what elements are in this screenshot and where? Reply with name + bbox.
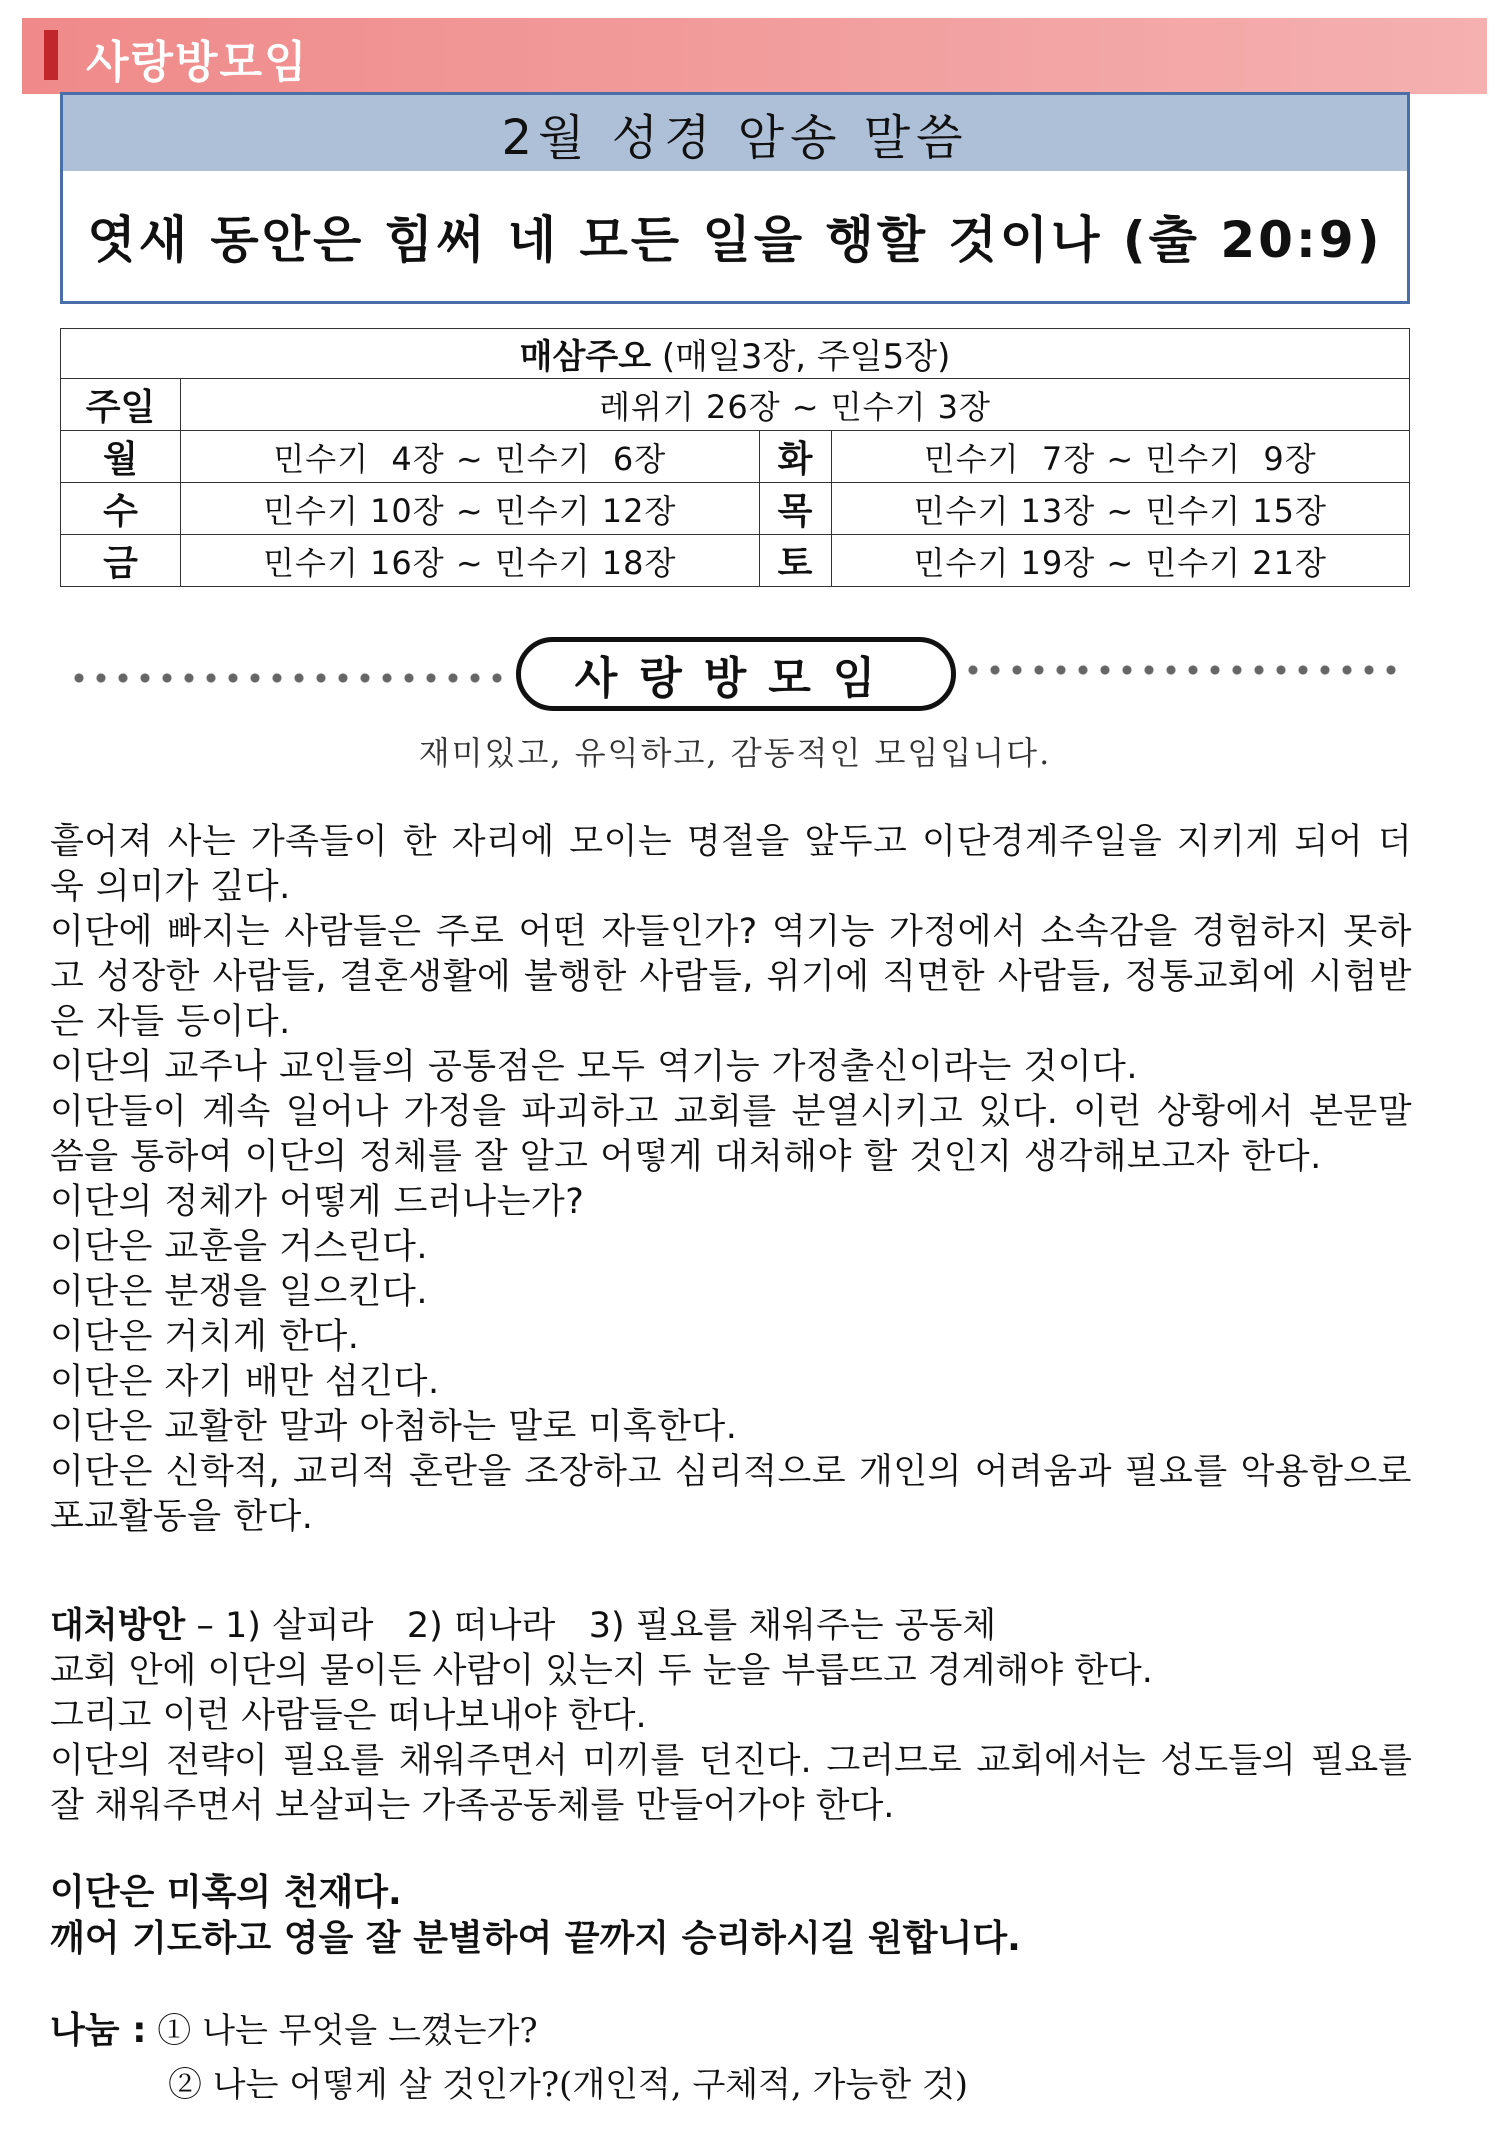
range-cell: 민수기 13장 ~ 민수기 15장 (831, 483, 1410, 535)
reading-plan-table (60, 328, 1410, 587)
strategy-section (50, 1604, 1412, 1829)
range-cell: 민수기 16장 ~ 민수기 18장 (181, 535, 760, 587)
reading-plan-caption (61, 329, 1410, 379)
paragraph: 흩어져 사는 가족들이 한 자리에 모이는 명절을 앞두고 이단경계주일을 지키게 되어 더욱 의미가 깊다. (50, 822, 1412, 907)
range-cell: 민수기 7장 ~ 민수기 9장 (831, 431, 1410, 483)
section-title: 사랑방모임 (516, 637, 956, 711)
sermon-body (50, 820, 1412, 1540)
table-row (61, 483, 1410, 535)
day-label: 월 (61, 431, 181, 483)
day-label: 금 (61, 535, 181, 587)
day-label: 화 (759, 431, 831, 483)
section-tagline: 재미있고, 유익하고, 감동적인 모임입니다. (418, 734, 1052, 772)
header-title: 사랑방모임 (86, 37, 309, 88)
range-cell: 민수기 4장 ~ 민수기 6장 (181, 431, 760, 483)
range-sunday: 레위기 26장 ~ 민수기 3장 (181, 379, 1410, 431)
share-section (50, 2004, 1412, 2112)
share-row (50, 2004, 1412, 2058)
paragraph: 그리고 이런 사람들은 떠나보내야 한다. (50, 1696, 647, 1736)
reading-plan-title: 매삼주오 (519, 337, 652, 377)
strategy-items: – 1) 살피라 2) 떠나라 3) 필요를 채워주는 공동체 (196, 1606, 997, 1646)
closing-section (50, 1870, 1412, 1962)
day-label: 토 (759, 535, 831, 587)
closing-line: 깨어 기도하고 영을 잘 분별하여 끝까지 승리하시길 원합니다. (50, 1918, 1021, 1959)
day-sunday: 주일 (61, 379, 181, 431)
dotted-divider-right (962, 665, 1402, 675)
paragraph: 교회 안에 이단의 물이든 사람이 있는지 두 눈을 부릅뜨고 경계해야 한다. (50, 1651, 1153, 1691)
share-label: 나눔 : (50, 2010, 147, 2051)
paragraph: 이단은 교훈을 거스린다. (50, 1227, 428, 1267)
paragraph: 이단에 빠지는 사람들은 주로 어떤 자들인가? 역기능 가정에서 소속감을 경험하지 못하고 성장한 사람들, 결혼생활에 불행한 사람들, 위기에 직면한 사람들, 정통교회에 시험받은 자들 등이다. (50, 912, 1412, 1042)
range-cell: 민수기 19장 ~ 민수기 21장 (831, 535, 1410, 587)
share-row (50, 2058, 1412, 2112)
paragraph: 이단은 거치게 한다. (50, 1317, 360, 1357)
paragraph: 이단은 신학적, 교리적 혼란을 조장하고 심리적으로 개인의 어려움과 필요를 악용함으로 포교활동을 한다. (50, 1452, 1412, 1537)
paragraph: 이단은 교활한 말과 아첨하는 말로 미혹한다. (50, 1407, 738, 1447)
dotted-divider-left (68, 673, 508, 683)
paragraph: 이단은 자기 배만 섬긴다. (50, 1362, 440, 1402)
share-question-2: ② 나는 어떻게 살 것인가?(개인적, 구체적, 가능한 것) (168, 2065, 969, 2105)
table-row (61, 431, 1410, 483)
header-band (22, 18, 1487, 94)
closing-line: 이단은 미혹의 천재다. (50, 1872, 402, 1913)
day-label: 수 (61, 483, 181, 535)
paragraph: 이단들이 계속 일어나 가정을 파괴하고 교회를 분열시키고 있다. 이런 상황에서 본문말씀을 통하여 이단의 정체를 잘 알고 어떻게 대처해야 할 것인지 생각해보고자 한다. (50, 1092, 1412, 1177)
memory-verse-text: 엿새 동안은 힘써 네 모든 일을 행할 것이나 (출 20:9) (87, 211, 1383, 269)
header-marker (44, 30, 58, 80)
paragraph: 이단의 전략이 필요를 채워주면서 미끼를 던진다. 그러므로 교회에서는 성도들의 필요를 잘 채워주면서 보살피는 가족공동체를 만들어가야 한다. (50, 1741, 1412, 1826)
memory-verse-box (60, 92, 1410, 304)
paragraph: 이단의 교주나 교인들의 공통점은 모두 역기능 가정출신이라는 것이다. (50, 1047, 1138, 1087)
reading-plan-subtitle: (매일3장, 주일5장) (661, 337, 951, 377)
paragraph: 이단의 정체가 어떻게 드러나는가? (50, 1182, 585, 1222)
strategy-heading-line (50, 1604, 1412, 1649)
day-label: 목 (759, 483, 831, 535)
strategy-label: 대처방안 (50, 1606, 186, 1646)
memory-verse-heading: 2월 성경 암송 말씀 (63, 95, 1407, 171)
paragraph: 이단은 분쟁을 일으킨다. (50, 1272, 428, 1312)
range-cell: 민수기 10장 ~ 민수기 12장 (181, 483, 760, 535)
share-question-1: ① 나는 무엇을 느꼈는가? (157, 2011, 538, 2051)
table-row (61, 535, 1410, 587)
section-title-row (60, 635, 1410, 715)
